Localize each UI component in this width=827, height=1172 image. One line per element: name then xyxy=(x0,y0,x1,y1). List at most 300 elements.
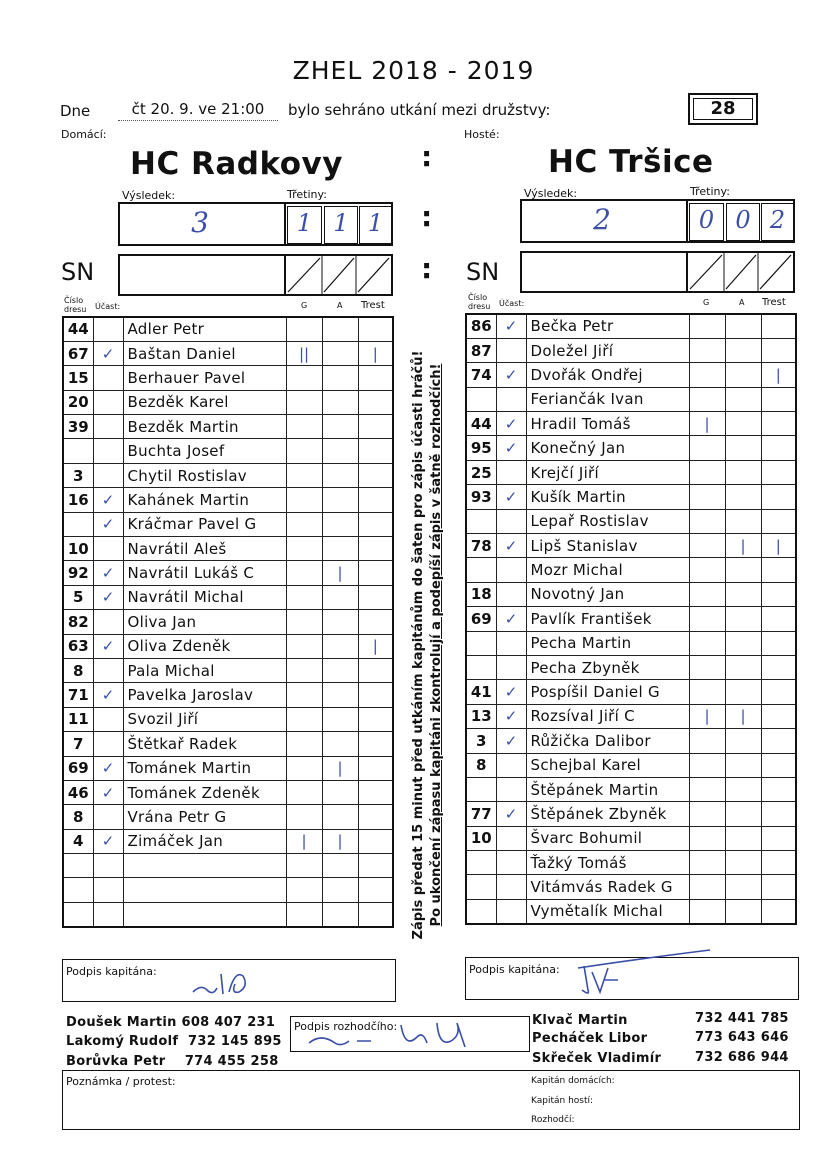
home-player-assists: | xyxy=(322,756,358,780)
away-player-attendance: ✓ xyxy=(496,704,526,728)
home-player-goals xyxy=(286,463,322,487)
away-player-number: 10 xyxy=(466,826,496,850)
away-player-row xyxy=(466,387,796,411)
home-player-row xyxy=(63,610,393,634)
home-player-goals xyxy=(286,683,322,707)
away-player-number xyxy=(466,631,496,655)
home-player-penalty xyxy=(358,366,393,390)
away-player-attendance xyxy=(496,558,526,582)
home-player-assists xyxy=(322,415,358,439)
away-player-goals xyxy=(689,582,725,606)
home-player-assists xyxy=(322,902,358,926)
away-player-goals xyxy=(689,338,725,362)
away-player-number: 41 xyxy=(466,680,496,704)
away-player-name: Vymětalík Michal xyxy=(526,899,689,923)
away-player-number: 13 xyxy=(466,704,496,728)
home-player-number: 67 xyxy=(63,341,93,365)
home-player-penalty xyxy=(358,561,393,585)
away-player-row xyxy=(466,558,796,582)
home-player-penalty xyxy=(358,732,393,756)
away-player-row xyxy=(466,582,796,606)
away-player-name: Bečka Petr xyxy=(526,314,689,338)
home-player-goals xyxy=(286,634,322,658)
referee-footer-label: Rozhodčí: xyxy=(531,1115,575,1125)
home-player-penalty xyxy=(358,390,393,414)
away-player-assists xyxy=(725,509,761,533)
home-sn-box xyxy=(118,254,393,296)
away-player-number: 44 xyxy=(466,412,496,436)
away-player-goals xyxy=(689,631,725,655)
home-player-penalty xyxy=(358,829,393,853)
home-player-goals xyxy=(286,878,322,902)
home-player-attendance: ✓ xyxy=(93,756,123,780)
away-player-goals: | xyxy=(689,704,725,728)
away-player-row xyxy=(466,412,796,436)
home-player-number: 46 xyxy=(63,780,93,804)
away-player-row xyxy=(466,534,796,558)
home-player-attendance xyxy=(93,658,123,682)
away-player-attendance xyxy=(496,509,526,533)
away-col-attendance: Účast: xyxy=(499,299,525,308)
home-player-number: 92 xyxy=(63,561,93,585)
home-player-attendance: ✓ xyxy=(93,780,123,804)
away-player-assists xyxy=(725,485,761,509)
home-player-number: 8 xyxy=(63,658,93,682)
home-col-trest: Trest xyxy=(361,300,385,311)
home-player-number: 11 xyxy=(63,707,93,731)
away-player-penalty xyxy=(761,899,796,923)
away-player-attendance: ✓ xyxy=(496,607,526,631)
away-player-penalty xyxy=(761,753,796,777)
away-player-row xyxy=(466,802,796,826)
away-player-number xyxy=(466,387,496,411)
home-sn-label: SN xyxy=(61,258,95,286)
home-player-name xyxy=(123,902,286,926)
away-player-attendance xyxy=(496,826,526,850)
home-player-name: Navrátil Michal xyxy=(123,585,286,609)
away-player-assists xyxy=(725,460,761,484)
away-player-penalty xyxy=(761,485,796,509)
away-player-attendance: ✓ xyxy=(496,436,526,460)
away-player-goals xyxy=(689,436,725,460)
away-player-goals xyxy=(689,509,725,533)
away-player-name: Hradil Tomáš xyxy=(526,412,689,436)
away-player-assists xyxy=(725,899,761,923)
home-player-number: 10 xyxy=(63,537,93,561)
away-col-number: Číslo dresu xyxy=(468,293,491,311)
home-player-attendance xyxy=(93,317,123,341)
away-player-name: Pecha Zbyněk xyxy=(526,655,689,679)
referee-right-2-name: Pecháček Libor xyxy=(532,1031,648,1046)
home-player-attendance xyxy=(93,537,123,561)
away-player-name: Doležel Jiří xyxy=(526,338,689,362)
referee-right-1-name: Klvač Martin xyxy=(532,1013,628,1028)
home-player-goals xyxy=(286,707,322,731)
away-player-row xyxy=(466,485,796,509)
away-player-goals xyxy=(689,851,725,875)
away-player-attendance: ✓ xyxy=(496,534,526,558)
home-player-penalty xyxy=(358,805,393,829)
match-number: 28 xyxy=(688,93,758,125)
away-player-number: 87 xyxy=(466,338,496,362)
away-player-name: Dvořák Ondřej xyxy=(526,363,689,387)
home-player-row xyxy=(63,805,393,829)
home-player-number xyxy=(63,878,93,902)
home-player-assists xyxy=(322,634,358,658)
home-player-row xyxy=(63,390,393,414)
away-player-goals xyxy=(689,826,725,850)
away-captain-label: Podpis kapitána: xyxy=(469,963,560,976)
home-player-name: Štětkař Radek xyxy=(123,732,286,756)
home-player-row xyxy=(63,439,393,463)
away-player-assists xyxy=(725,558,761,582)
home-player-assists xyxy=(322,707,358,731)
away-player-row xyxy=(466,363,796,387)
home-player-attendance xyxy=(93,707,123,731)
away-period-3: 2 xyxy=(769,206,786,234)
home-player-goals xyxy=(286,610,322,634)
home-player-assists xyxy=(322,512,358,536)
away-period-2: 0 xyxy=(735,206,751,234)
away-player-goals xyxy=(689,729,725,753)
away-player-number xyxy=(466,899,496,923)
referee-signature-box xyxy=(290,1016,530,1052)
home-player-row xyxy=(63,707,393,731)
away-player-number: 86 xyxy=(466,314,496,338)
home-player-goals: | xyxy=(286,829,322,853)
home-player-assists xyxy=(322,390,358,414)
home-player-name: Kráčmar Pavel G xyxy=(123,512,286,536)
home-player-attendance xyxy=(93,805,123,829)
away-periods-label: Třetiny: xyxy=(690,185,730,198)
away-player-assists xyxy=(725,875,761,899)
home-player-attendance: ✓ xyxy=(93,341,123,365)
away-player-number xyxy=(466,558,496,582)
home-player-penalty xyxy=(358,756,393,780)
away-player-goals xyxy=(689,753,725,777)
home-player-assists xyxy=(322,341,358,365)
home-player-row xyxy=(63,341,393,365)
away-player-penalty xyxy=(761,338,796,362)
away-score-box xyxy=(520,199,795,243)
away-player-goals xyxy=(689,777,725,801)
home-player-penalty xyxy=(358,902,393,926)
home-player-assists xyxy=(322,683,358,707)
away-player-number: 95 xyxy=(466,436,496,460)
away-result-label: Výsledek: xyxy=(524,187,578,200)
referee-left-2: Lakomý Rudolf 732 145 895 xyxy=(66,1034,282,1049)
away-player-attendance xyxy=(496,387,526,411)
away-player-row xyxy=(466,753,796,777)
away-player-penalty xyxy=(761,655,796,679)
away-player-row xyxy=(466,314,796,338)
away-player-penalty xyxy=(761,314,796,338)
home-player-name: Svozil Jiří xyxy=(123,707,286,731)
away-player-goals xyxy=(689,314,725,338)
team-colon: : xyxy=(421,140,433,173)
home-player-name xyxy=(123,854,286,878)
home-player-row xyxy=(63,732,393,756)
home-player-number: 3 xyxy=(63,463,93,487)
home-captain-signature xyxy=(187,962,267,1000)
away-player-assists xyxy=(725,582,761,606)
away-player-attendance xyxy=(496,875,526,899)
away-player-row xyxy=(466,338,796,362)
away-player-penalty xyxy=(761,680,796,704)
away-player-name: Rozsíval Jiří C xyxy=(526,704,689,728)
home-player-goals xyxy=(286,854,322,878)
sn-colon: : xyxy=(421,252,433,285)
home-player-assists xyxy=(322,585,358,609)
away-player-name: Lipš Stanislav xyxy=(526,534,689,558)
notes-box xyxy=(62,1070,800,1130)
home-period-3: 1 xyxy=(367,209,384,237)
home-player-row xyxy=(63,585,393,609)
home-player-assists xyxy=(322,610,358,634)
home-player-name: Tománek Martin xyxy=(123,756,286,780)
away-player-number: 74 xyxy=(466,363,496,387)
away-col-trest: Trest xyxy=(762,297,786,308)
away-player-penalty xyxy=(761,436,796,460)
home-player-penalty: | xyxy=(358,634,393,658)
home-player-row xyxy=(63,415,393,439)
home-col-number: Číslo dresu xyxy=(64,296,87,314)
home-player-attendance xyxy=(93,439,123,463)
home-periods-label: Třetiny: xyxy=(287,188,327,201)
referee-left-1: Doušek Martin 608 407 231 xyxy=(66,1015,276,1030)
referee-left-3: Borůvka Petr 774 455 258 xyxy=(66,1054,279,1069)
home-player-goals xyxy=(286,658,322,682)
home-player-assists: | xyxy=(322,829,358,853)
away-player-penalty: | xyxy=(761,363,796,387)
home-player-row xyxy=(63,561,393,585)
away-player-number xyxy=(466,509,496,533)
home-player-penalty xyxy=(358,488,393,512)
home-player-row xyxy=(63,658,393,682)
home-player-attendance xyxy=(93,366,123,390)
home-player-goals xyxy=(286,756,322,780)
home-player-name: Buchta Josef xyxy=(123,439,286,463)
home-player-goals xyxy=(286,488,322,512)
home-player-number xyxy=(63,854,93,878)
away-player-attendance xyxy=(496,899,526,923)
home-player-goals xyxy=(286,439,322,463)
away-player-attendance xyxy=(496,338,526,362)
away-player-assists xyxy=(725,436,761,460)
away-captain-box xyxy=(465,957,799,1000)
home-player-number: 39 xyxy=(63,415,93,439)
home-player-row xyxy=(63,463,393,487)
away-player-name: Švarc Bohumil xyxy=(526,826,689,850)
home-player-attendance: ✓ xyxy=(93,561,123,585)
away-player-name: Lepař Rostislav xyxy=(526,509,689,533)
home-player-row xyxy=(63,878,393,902)
away-player-goals xyxy=(689,558,725,582)
instruction-line-2: Po ukončení zápasu kapitáni zkontrolují a podepíší zápis v šatně rozhodčích! xyxy=(429,363,444,927)
away-player-row xyxy=(466,729,796,753)
home-player-goals xyxy=(286,805,322,829)
away-player-penalty xyxy=(761,631,796,655)
away-player-attendance: ✓ xyxy=(496,412,526,436)
home-player-goals xyxy=(286,390,322,414)
away-player-goals xyxy=(689,655,725,679)
away-player-row xyxy=(466,436,796,460)
home-player-row xyxy=(63,756,393,780)
home-player-number: 16 xyxy=(63,488,93,512)
home-player-number: 15 xyxy=(63,366,93,390)
away-player-number: 3 xyxy=(466,729,496,753)
away-player-number: 25 xyxy=(466,460,496,484)
instruction-line-1: Zápis předat 15 minut před utkáním kapitánům do šaten pro zápis účasti hráčů! xyxy=(411,350,426,940)
away-captain-footer-label: Kapitán hostí: xyxy=(531,1096,594,1106)
referee-signature-label: Podpis rozhodčího: xyxy=(294,1020,398,1033)
home-player-assists: | xyxy=(322,561,358,585)
away-player-attendance: ✓ xyxy=(496,314,526,338)
home-player-assists xyxy=(322,854,358,878)
away-player-goals xyxy=(689,680,725,704)
home-player-row xyxy=(63,854,393,878)
away-player-number: 8 xyxy=(466,753,496,777)
home-player-name: Navrátil Lukáš C xyxy=(123,561,286,585)
home-player-row xyxy=(63,902,393,926)
home-player-penalty xyxy=(358,878,393,902)
home-col-a: A xyxy=(337,301,343,310)
page-title: ZHEL 2018 - 2019 xyxy=(292,56,535,85)
away-player-attendance xyxy=(496,631,526,655)
home-player-name: Pala Michal xyxy=(123,658,286,682)
home-player-name xyxy=(123,878,286,902)
home-player-row xyxy=(63,366,393,390)
home-player-number: 71 xyxy=(63,683,93,707)
away-period-1: 0 xyxy=(698,206,715,234)
away-player-penalty xyxy=(761,412,796,436)
home-score: 3 xyxy=(191,206,209,239)
away-player-number: 18 xyxy=(466,582,496,606)
away-player-attendance xyxy=(496,460,526,484)
home-player-penalty xyxy=(358,707,393,731)
away-player-attendance xyxy=(496,582,526,606)
away-player-goals xyxy=(689,899,725,923)
away-player-attendance: ✓ xyxy=(496,680,526,704)
home-player-name: Baštan Daniel xyxy=(123,341,286,365)
away-player-name: Feriančák Ivan xyxy=(526,387,689,411)
date-value: čt 20. 9. ve 21:00 xyxy=(118,100,278,121)
away-player-assists xyxy=(725,680,761,704)
away-player-goals xyxy=(689,387,725,411)
away-player-penalty xyxy=(761,582,796,606)
away-player-name: Schejbal Karel xyxy=(526,753,689,777)
home-player-number: 44 xyxy=(63,317,93,341)
away-player-assists xyxy=(725,826,761,850)
home-captain-box xyxy=(62,959,396,1002)
away-player-number: 78 xyxy=(466,534,496,558)
home-player-attendance: ✓ xyxy=(93,585,123,609)
home-player-goals xyxy=(286,561,322,585)
away-player-row xyxy=(466,607,796,631)
home-player-name: Vrána Petr G xyxy=(123,805,286,829)
away-player-attendance xyxy=(496,777,526,801)
away-player-row xyxy=(466,777,796,801)
away-player-assists xyxy=(725,655,761,679)
away-player-penalty xyxy=(761,875,796,899)
away-player-attendance: ✓ xyxy=(496,802,526,826)
away-score: 2 xyxy=(593,203,611,236)
home-player-name: Berhauer Pavel xyxy=(123,366,286,390)
away-player-assists xyxy=(725,387,761,411)
away-player-penalty xyxy=(761,387,796,411)
away-player-penalty xyxy=(761,802,796,826)
away-player-row xyxy=(466,655,796,679)
away-player-name: Pospíšil Daniel G xyxy=(526,680,689,704)
away-player-goals: | xyxy=(689,412,725,436)
away-player-penalty xyxy=(761,826,796,850)
away-player-name: Novotný Jan xyxy=(526,582,689,606)
away-player-penalty: | xyxy=(761,534,796,558)
home-player-penalty: | xyxy=(358,341,393,365)
away-captain-signature xyxy=(570,946,720,998)
away-player-attendance: ✓ xyxy=(496,729,526,753)
away-player-penalty xyxy=(761,558,796,582)
home-player-number: 7 xyxy=(63,732,93,756)
away-player-penalty xyxy=(761,704,796,728)
away-player-penalty xyxy=(761,777,796,801)
away-player-name: Štěpánek Martin xyxy=(526,777,689,801)
away-roster-table xyxy=(465,313,797,925)
home-player-goals xyxy=(286,366,322,390)
home-player-penalty xyxy=(358,585,393,609)
home-period-1: 1 xyxy=(296,209,313,237)
home-player-goals xyxy=(286,415,322,439)
home-player-assists xyxy=(322,878,358,902)
home-player-name: Pavelka Jaroslav xyxy=(123,683,286,707)
home-player-attendance xyxy=(93,610,123,634)
away-sn-label: SN xyxy=(466,258,500,286)
away-player-name: Štěpánek Zbyněk xyxy=(526,802,689,826)
away-player-penalty xyxy=(761,509,796,533)
home-player-assists xyxy=(322,732,358,756)
away-player-row xyxy=(466,680,796,704)
away-player-attendance xyxy=(496,655,526,679)
home-player-attendance xyxy=(93,878,123,902)
away-col-g: G xyxy=(703,298,710,307)
away-player-name: Růžička Dalibor xyxy=(526,729,689,753)
away-player-goals xyxy=(689,607,725,631)
away-player-row xyxy=(466,460,796,484)
home-player-goals xyxy=(286,902,322,926)
home-player-assists xyxy=(322,439,358,463)
away-player-row xyxy=(466,875,796,899)
away-player-number xyxy=(466,875,496,899)
home-player-goals xyxy=(286,732,322,756)
home-player-goals: || xyxy=(286,341,322,365)
home-player-row xyxy=(63,780,393,804)
away-player-penalty xyxy=(761,729,796,753)
home-player-row xyxy=(63,512,393,536)
home-player-number: 8 xyxy=(63,805,93,829)
home-player-number: 5 xyxy=(63,585,93,609)
away-player-attendance: ✓ xyxy=(496,363,526,387)
home-player-number: 82 xyxy=(63,610,93,634)
away-player-attendance xyxy=(496,851,526,875)
home-player-name: Tománek Zdeněk xyxy=(123,780,286,804)
home-player-penalty xyxy=(358,512,393,536)
home-player-row xyxy=(63,634,393,658)
home-player-penalty xyxy=(358,658,393,682)
home-player-goals xyxy=(286,780,322,804)
date-label: Dne xyxy=(60,102,91,120)
home-player-row xyxy=(63,537,393,561)
away-player-number: 69 xyxy=(466,607,496,631)
